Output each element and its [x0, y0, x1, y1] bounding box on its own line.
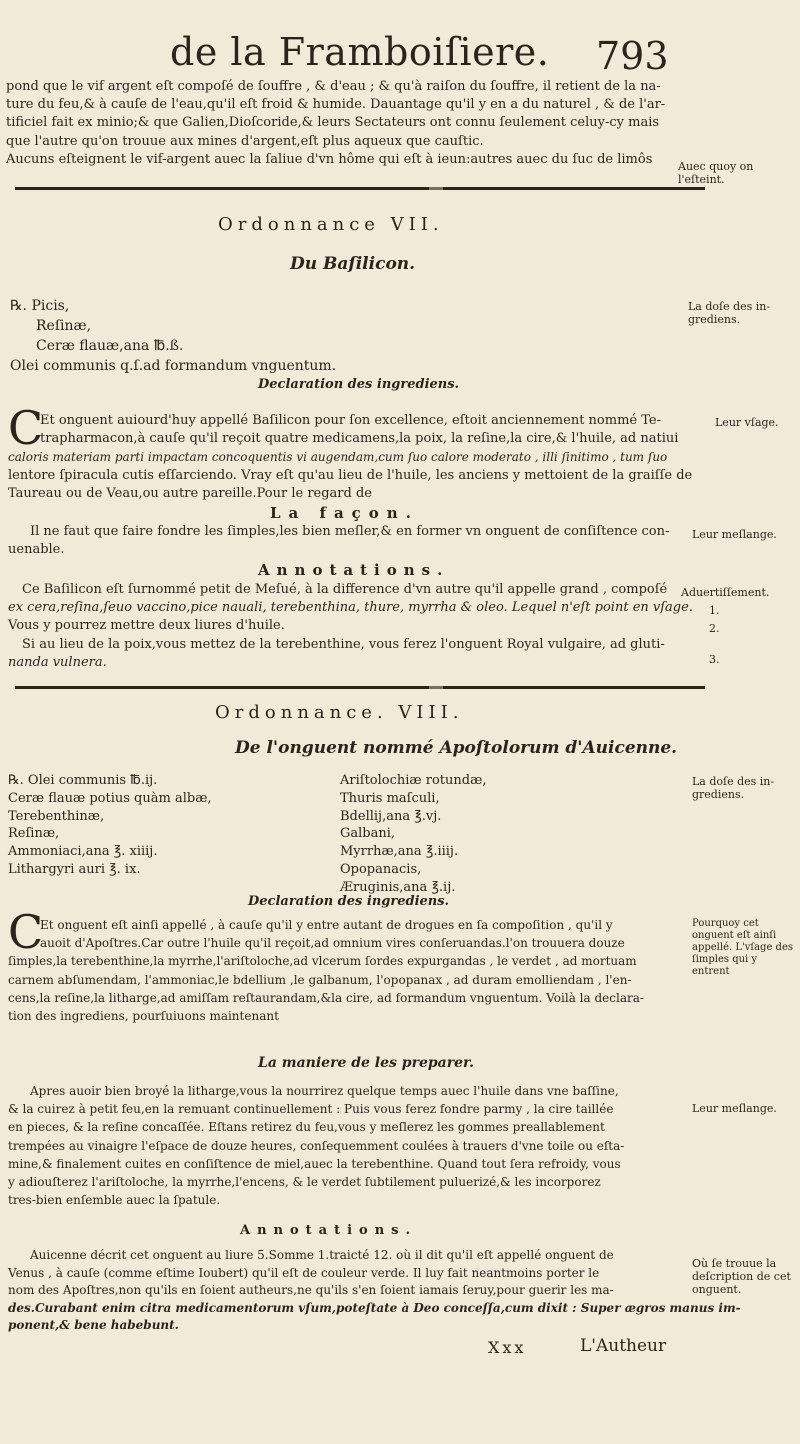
- section-subheading: De l'onguent nommé Apoſtolorum d'Auicenne.: [235, 738, 678, 758]
- margin-note: Auec quoy on l'eſteint.: [678, 160, 754, 186]
- margin-note: Où ſe trouue la deſcription de cet onguent.: [692, 1257, 791, 1296]
- paragraph-line: Auicenne décrit cet onguent au liure 5.Somme 1.traicté 12. où il dit qu'il eſt appellé onguent de: [30, 1248, 614, 1262]
- section-subheading: Du Baſilicon.: [290, 254, 416, 274]
- intro-line: ture du feu,& à cauſe de l'eau,qu'il eſt froid & humide. Dauantage qu'il y en a du naturel , & de l'ar-: [6, 97, 666, 113]
- paragraph-line: Venus , à cauſe (comme eſtime Ioubert) qu'il eſt de couleur verde. Il luy fait neantmoins porter le: [8, 1265, 600, 1280]
- paragraph-line: ſimples,la terebenthine,la myrrhe,l'ariſtoloche,ad vlcerum ſordes expurgandas , le verdet , ad mortuam: [8, 954, 637, 969]
- intro-line: que l'autre qu'on trouue aux mines d'argent,eſt plus aqueux que cauſtic.: [6, 133, 484, 149]
- paragraph-line: cens,la reſine,la litharge,ad amiſſam reſtaurandam,&la cire, ad formandum vnguentum. Voilà la declara-: [8, 990, 644, 1005]
- recipe-left-column: [8, 772, 212, 879]
- declaration-heading: Declaration des ingrediens.: [258, 377, 460, 392]
- margin-note: [681, 586, 769, 666]
- recipe-line: Olei communis q.ſ.ad formandum vnguentum.: [10, 358, 337, 374]
- recipe-line: Æruginis,ana ℥.ij.: [340, 879, 456, 895]
- recipe-line: Ceræ flauæ potius quàm albæ,: [8, 790, 212, 806]
- recipe-line: Opopanacis,: [340, 861, 422, 877]
- recipe-line: Myrrhæ,ana ℥.iiij.: [340, 844, 459, 860]
- paragraph-line: Il ne faut que faire fondre les ſimples,les bien meſler,& en former vn onguent de conſiſtence con-: [30, 524, 670, 539]
- paragraph-line: Taureau ou de Veau,ou autre pareille.Pour le regard de: [8, 485, 372, 501]
- paragraph-line: Et onguent eſt ainſi appellé , à cauſe qu'il y entre autant de drogues en ſa compoſition , qu'il y: [40, 918, 613, 932]
- recipe-line: ℞. Picis,: [10, 298, 70, 314]
- paragraph-line: caloris materiam parti impactam concoquentis vi augendam,cum ſuo calore moderato , illi ſinitimo , tum ſuo: [8, 450, 668, 465]
- recipe-line: Galbani,: [340, 826, 396, 842]
- subsection-heading: Annotations.: [258, 561, 450, 579]
- recipe-line: Reſinæ,: [36, 318, 92, 334]
- intro-line: pond que le vif argent eſt compoſé de ſouffre , & d'eau ; & qu'à raiſon du ſouffre, il retient de la na-: [6, 79, 661, 94]
- recipe-line: Ammoniaci,ana ℥. xiiij.: [8, 844, 158, 860]
- paragraph-line: uenable.: [8, 542, 65, 558]
- paragraph-line: Si au lieu de la poix,vous mettez de la terebenthine, vous ferez l'onguent Royal vulgaire, ad gluti-: [22, 636, 665, 652]
- paragraph-line: mine,& finalement cuites en conſiſtence de miel,auec la terebenthine. Quand tout ſera refroidy, vous: [8, 1156, 621, 1171]
- recipe-line: Terebenthinæ,: [8, 808, 105, 824]
- margin-note: Leur meſlange.: [692, 528, 777, 541]
- margin-note: La doſe des in-grediens.: [688, 300, 771, 326]
- recipe-right-column: [340, 772, 486, 897]
- section-heading: Ordonnance. VIII.: [215, 702, 464, 723]
- margin-note: La doſe des in-grediens.: [692, 775, 775, 801]
- paragraph-line: ex cera,reſina,ſeuo vaccino,pice nauali, terebenthina, thure, myrrha & oleo. Lequel n'eſt point en vſage.: [8, 600, 693, 616]
- annotations-paragraph: [8, 1247, 741, 1335]
- margin-note-line: 3.: [709, 653, 720, 666]
- preparation-paragraph: [8, 1082, 624, 1209]
- paragraph-line: lentore ſpiracula cutis eſſarciendo. Vray eſt qu'au lieu de l'huile, les anciens y mettoient de la graiſſe de: [8, 467, 693, 483]
- facon-paragraph: [8, 523, 669, 559]
- recipe-line: Lithargyri auri ℥. ix.: [8, 861, 141, 877]
- paragraph-line: carnem abſumendam, l'ammoniac,le bdellium ,le galbanum, l'opopanax , ad duram emolliendam , l'en-: [8, 972, 632, 987]
- paragraph-line: des.Curabant enim citra medicamentorum vſum,poteſtate à Deo conceſſa,cum dixit : Super ægros manus im-: [8, 1300, 741, 1315]
- declaration-paragraph: [8, 916, 644, 1025]
- paragraph-line: tion des ingrediens, pourſuiuons maintenant: [8, 1009, 279, 1024]
- margin-note-line: Aduertiſſement.: [681, 586, 770, 599]
- paragraph-line: Et onguent auiourd'huy appellé Baſilicon pour ſon excellence, eſtoit anciennement nommé Te-: [40, 413, 661, 428]
- recipe-line: Bdellij,ana ℥.vj.: [340, 808, 442, 824]
- recipe-line: Ceræ flauæ,ana ℔.ß.: [36, 338, 184, 354]
- declaration-heading: Declaration des ingrediens.: [248, 894, 450, 909]
- intro-line: Aucuns eſteignent le vif-argent auec la ſaliue d'vn hôme qui eſt à ieun:autres auec du ſuc de limôs: [6, 151, 653, 167]
- catchword: L'Autheur: [580, 1336, 667, 1356]
- drop-cap: C: [8, 401, 44, 455]
- margin-note-line: 1.: [709, 604, 720, 617]
- paragraph-line: y adiouſterez l'ariſtoloche, la myrrhe,l'encens, & le verdet ſubtilement puluerizé,& les incorporez: [8, 1175, 601, 1190]
- signature-mark: Xxx: [488, 1338, 527, 1357]
- page-number: 793: [596, 34, 669, 78]
- paragraph-line: & la cuirez à petit feu,en la remuant continuellement : Puis vous ferez fondre parmy , la cire taillée: [8, 1102, 614, 1117]
- margin-note: Pourquoy cet onguent eſt ainſi appellé. L'vſage des ſimples qui y entrent: [692, 918, 794, 977]
- drop-cap: C: [8, 905, 44, 959]
- margin-note-line: 2.: [709, 622, 720, 635]
- section-heading: Ordonnance VII.: [218, 214, 444, 235]
- separator-rule: [15, 187, 705, 190]
- paragraph-line: trempées au vinaigre l'eſpace de douze heures, conſequemment coulées à trauers d'vne toile ou eſta-: [8, 1138, 625, 1153]
- recipe-line: Thuris maſculi,: [340, 790, 440, 806]
- paragraph-line: en pieces, & la reſine concaſſée. Eſtans retirez du feu,vous y meſlerez les gommes preallablement: [8, 1120, 605, 1135]
- intro-line: tificiel fait ex minio;& que Galien,Dioſcoride,& leurs Sectateurs ont connu ſeulement celuy-cy mais: [6, 115, 660, 131]
- paragraph-line: auoit d'Apoſtres.Car outre l'huile qu'il reçoit,ad omnium vires conſeruandas.l'on trouuera douze: [40, 936, 625, 951]
- recipe: [10, 296, 336, 376]
- paragraph-line: nanda vulnera.: [8, 654, 107, 670]
- recipe-line: ℞. Olei communis ℔.ij.: [8, 773, 158, 788]
- subsection-heading: La façon.: [270, 504, 419, 522]
- subsection-heading: Annotations.: [240, 1223, 417, 1238]
- paragraph-line: Apres auoir bien broyé la litharge,vous la nourrirez quelque temps auec l'huile dans vne baſſine,: [30, 1084, 619, 1098]
- margin-note: Leur vſage.: [715, 416, 779, 429]
- subsection-heading: La maniere de les preparer.: [258, 1055, 474, 1071]
- paragraph-line: nom des Apoſtres,non qu'ils en ſoient autheurs,ne qu'ils s'en ſoient iamais ſeruy,pour guerir les ma-: [8, 1283, 614, 1297]
- margin-note: Leur meſlange.: [692, 1102, 777, 1115]
- paragraph-line: Ce Baſilicon eſt ſurnommé petit de Meſué, à la difference d'vn autre qu'il appelle grand , compoſé: [22, 582, 668, 597]
- separator-rule: [15, 686, 705, 689]
- paragraph-line: Vous y pourrez mettre deux liures d'huile.: [8, 618, 285, 634]
- paragraph-line: ponent,& bene habebunt.: [8, 1318, 179, 1332]
- running-title: de la Framboiſiere.: [170, 30, 550, 74]
- paragraph-line: trapharmacon,à cauſe qu'il reçoit quatre medicamens,la poix, la reſine,la cire,& l'huile, ad natiui: [40, 431, 679, 447]
- recipe-line: Reſinæ,: [8, 826, 60, 842]
- recipe-line: Ariſtolochiæ rotundæ,: [340, 773, 487, 788]
- intro-paragraph: [6, 78, 665, 169]
- declaration-paragraph: [8, 412, 692, 503]
- annotations-paragraph: [8, 581, 693, 672]
- paragraph-line: tres-bien enſemble auec la ſpatule.: [8, 1193, 221, 1208]
